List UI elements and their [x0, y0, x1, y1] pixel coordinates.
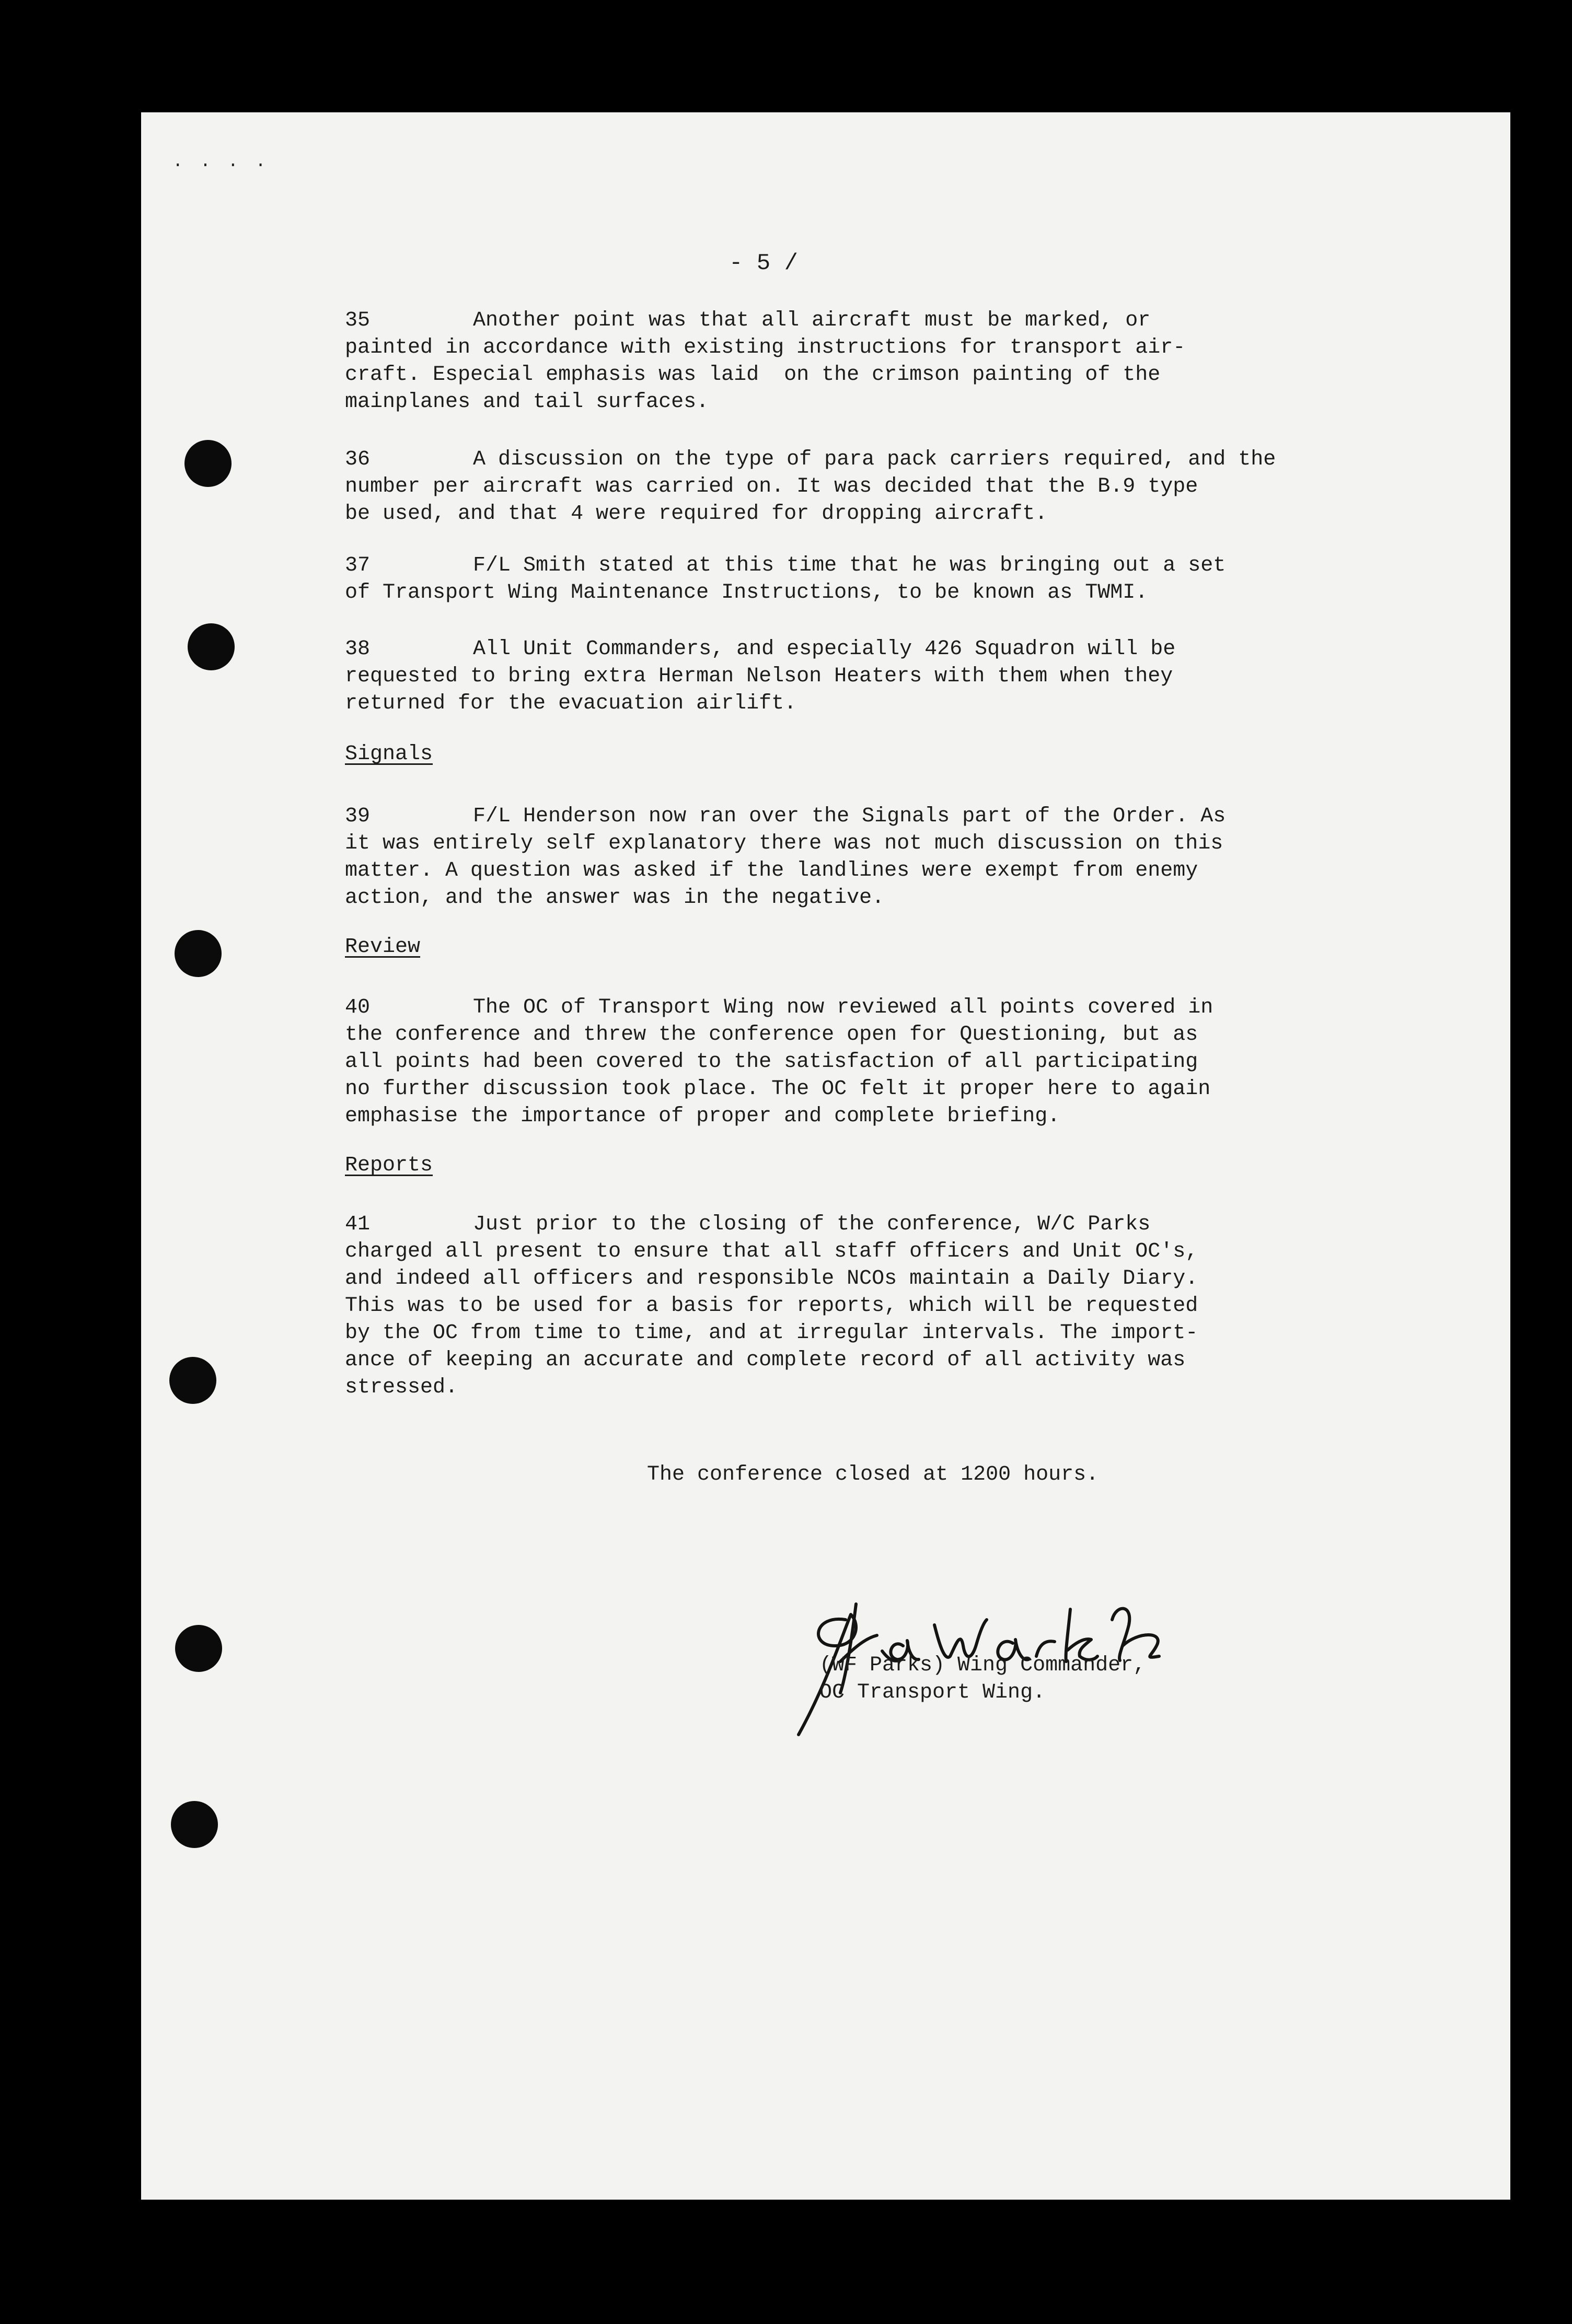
paragraph-line: mainplanes and tail surfaces.: [345, 390, 709, 414]
signature-block: [819, 1652, 1146, 1706]
paragraph-line: and indeed all officers and responsible NCOs maintain a Daily Diary.: [345, 1267, 1198, 1291]
paragraph-line: requested to bring extra Herman Nelson Heaters with them when they: [345, 665, 1173, 688]
paragraph-line: the conference and threw the conference open for Questioning, but as: [345, 1023, 1198, 1047]
paragraph-number: 41: [345, 1213, 371, 1236]
paragraph-39: [345, 803, 1369, 912]
paragraph-line: no further discussion took place. The OC felt it proper here to again: [345, 1077, 1211, 1101]
paragraph-38: [345, 636, 1369, 717]
paragraph-number: 38: [345, 637, 371, 661]
section-heading-signals: Signals: [345, 742, 433, 766]
page-number: - 5 /: [729, 250, 799, 276]
paragraph-first-line: [345, 552, 1369, 579]
paragraph-line: be used, and that 4 were required for dropping aircraft.: [345, 502, 1048, 526]
paragraph-text: Just prior to the closing of the conference, W/C Parks: [473, 1213, 1151, 1236]
paragraph-first-line: [345, 994, 1369, 1021]
paragraph-line: matter. A question was asked if the landlines were exempt from enemy: [345, 859, 1198, 882]
paragraph-line: ance of keeping an accurate and complete record of all activity was: [345, 1349, 1186, 1372]
paragraph-line: it was entirely self explanatory there was not much discussion on this: [345, 832, 1223, 855]
paragraph-first-line: [345, 307, 1369, 334]
signatory-name: (WF Parks) Wing Commander,: [819, 1654, 1146, 1677]
paragraph-text: The OC of Transport Wing now reviewed all points covered in: [473, 996, 1213, 1019]
paragraph-line: emphasise the importance of proper and complete briefing.: [345, 1105, 1060, 1128]
margin-marks: · · · ·: [172, 156, 269, 176]
paragraph-number: 35: [345, 309, 371, 332]
paragraph-line: by the OC from time to time, and at irregular intervals. The import-: [345, 1321, 1198, 1345]
paragraph-line: painted in accordance with existing instructions for transport air-: [345, 336, 1186, 359]
paragraph-37: [345, 552, 1369, 607]
paragraph-line: of Transport Wing Maintenance Instructions, to be known as TWMI.: [345, 581, 1148, 605]
paragraph-number: 36: [345, 448, 371, 471]
paragraph-text: A discussion on the type of para pack carriers required, and the: [473, 448, 1276, 471]
paragraph-35: [345, 307, 1369, 416]
paragraph-41: [345, 1211, 1369, 1401]
paragraph-first-line: [345, 446, 1369, 473]
paragraph-text: F/L Smith stated at this time that he was bringing out a set: [473, 554, 1226, 577]
paragraph-line: stressed.: [345, 1376, 458, 1399]
paragraph-line: number per aircraft was carried on. It was decided that the B.9 type: [345, 475, 1198, 498]
paragraph-text: F/L Henderson now ran over the Signals part of the Order. As: [473, 805, 1226, 828]
paragraph-line: charged all present to ensure that all staff officers and Unit OC's,: [345, 1240, 1198, 1263]
paragraph-first-line: [345, 803, 1369, 830]
closing-statement: The conference closed at 1200 hours.: [647, 1463, 1099, 1486]
paragraph-36: [345, 446, 1369, 528]
paragraph-number: 37: [345, 554, 371, 577]
paragraph-line: This was to be used for a basis for reports, which will be requested: [345, 1294, 1198, 1318]
paragraph-first-line: [345, 1211, 1369, 1238]
signatory-title: OC Transport Wing.: [819, 1681, 1046, 1704]
section-heading-review: Review: [345, 935, 421, 959]
paragraph-number: 39: [345, 805, 371, 828]
paragraph-40: [345, 994, 1369, 1130]
paragraph-line: all points had been covered to the satisfaction of all participating: [345, 1050, 1198, 1074]
paragraph-line: craft. Especial emphasis was laid on the crimson painting of the: [345, 363, 1161, 387]
paragraph-line: action, and the answer was in the negative.: [345, 886, 885, 910]
paragraph-text: Another point was that all aircraft must be marked, or: [473, 309, 1151, 332]
paragraph-line: returned for the evacuation airlift.: [345, 692, 797, 715]
paragraph-first-line: [345, 636, 1369, 663]
paragraph-text: All Unit Commanders, and especially 426 Squadron will be: [473, 637, 1176, 661]
paragraph-number: 40: [345, 996, 371, 1019]
section-heading-reports: Reports: [345, 1154, 433, 1177]
